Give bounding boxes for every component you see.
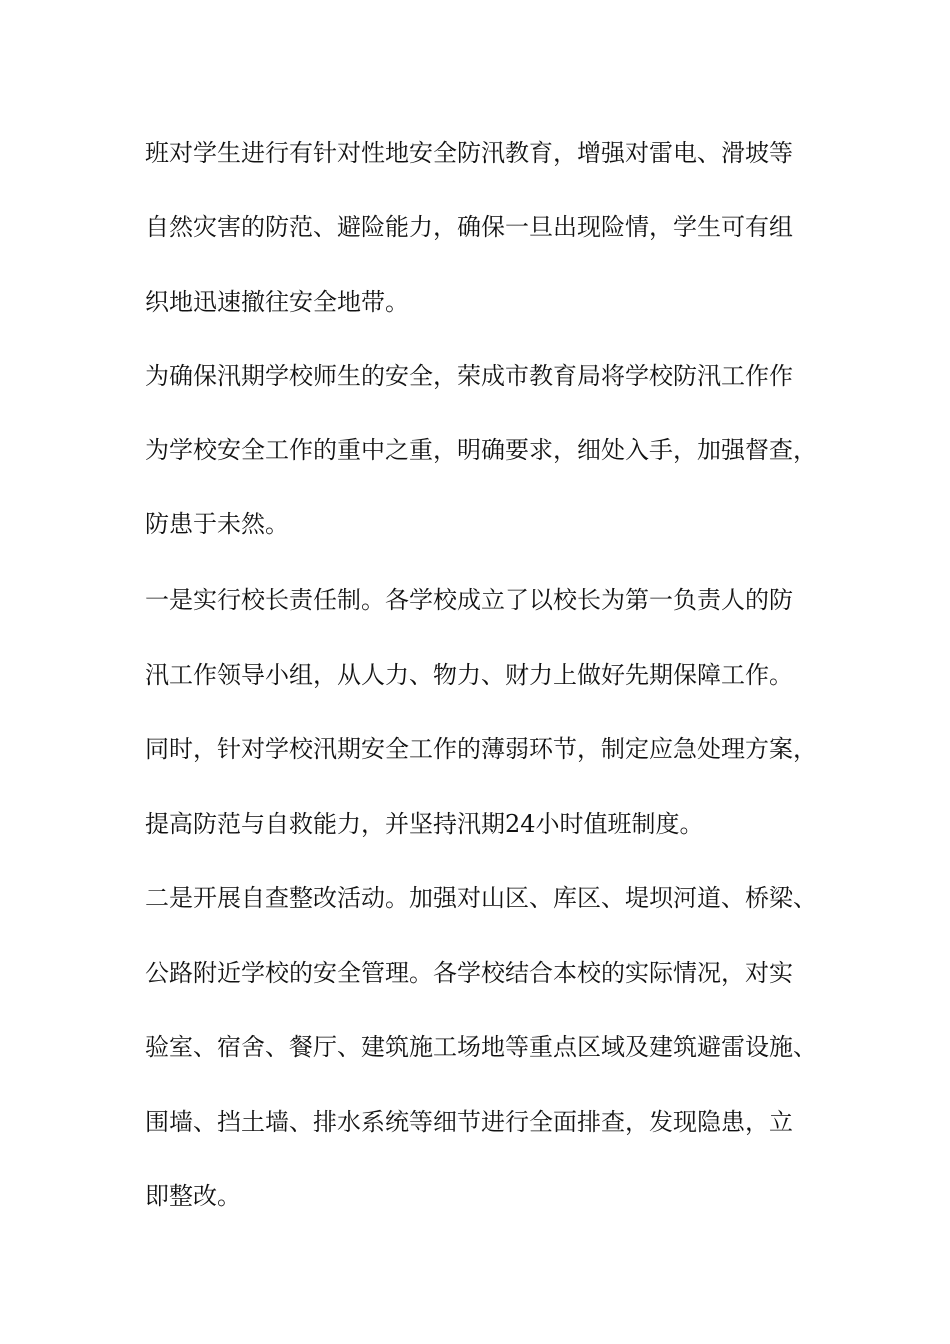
text-line: 围墙、挡土墙、排水系统等细节进行全面排查，发现隐患，立	[145, 1108, 793, 1136]
text-line: 同时，针对学校汛期安全工作的薄弱环节，制定应急处理方案，	[145, 735, 817, 763]
text-line: 汛工作领导小组，从人力、物力、财力上做好先期保障工作。	[145, 661, 793, 689]
text-line: 即整改。	[145, 1182, 241, 1210]
text-line: 一是实行校长责任制。各学校成立了以校长为第一负责人的防	[145, 586, 793, 614]
text-line: 织地迅速撤往安全地带。	[145, 288, 409, 316]
text-line: 为确保汛期学校师生的安全，荣成市教育局将学校防汛工作作	[145, 362, 793, 390]
text-line: 班对学生进行有针对性地安全防汛教育，增强对雷电、滑坡等	[145, 139, 793, 167]
text-line: 验室、宿舍、餐厅、建筑施工场地等重点区域及建筑避雷设施、	[145, 1033, 817, 1061]
text-line: 防患于未然。	[145, 510, 289, 538]
text-line: 为学校安全工作的重中之重，明确要求，细处入手，加强督查，	[145, 436, 817, 464]
text-line: 自然灾害的防范、避险能力，确保一旦出现险情，学生可有组	[145, 213, 793, 241]
text-line: 公路附近学校的安全管理。各学校结合本校的实际情况，对实	[145, 959, 793, 987]
text-line: 二是开展自查整改活动。加强对山区、库区、堤坝河道、桥梁、	[145, 884, 817, 912]
text-line: 提高防范与自救能力，并坚持汛期24小时值班制度。	[145, 810, 704, 838]
